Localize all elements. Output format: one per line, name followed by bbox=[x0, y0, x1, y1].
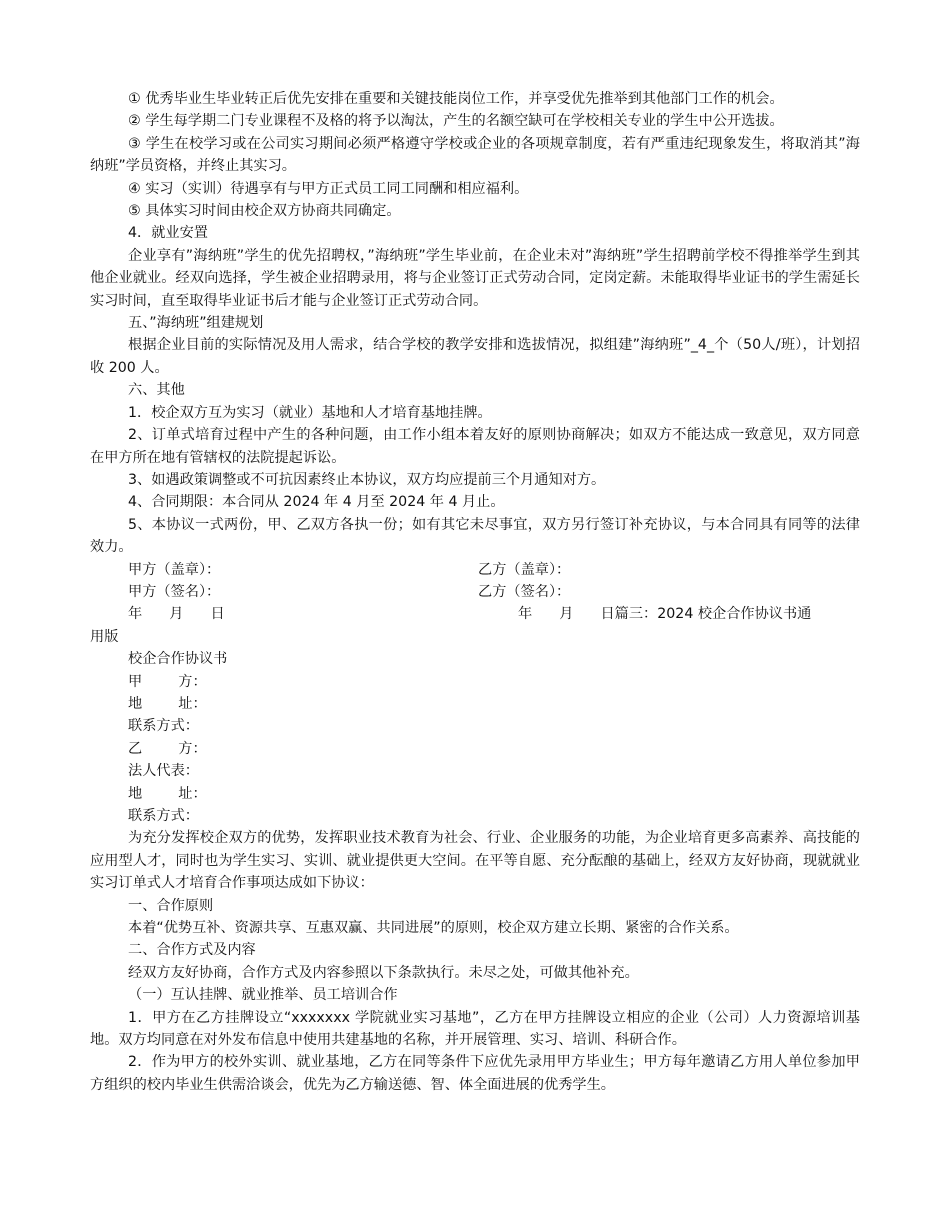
document-page bbox=[90, 88, 860, 1096]
paragraph: 为充分发挥校企双方的优势，发挥职业技术教育为社会、行业、企业服务的功能，为企业培育更多高素养、高技能的应用型人才，同时也为学生实习、实训、就业提供更大空间。在平等自愿、充分酝酿的基础上，经双方友好协商，现就就业实习订单式人才培育合作事项达成如下协议： bbox=[90, 830, 860, 892]
paragraph: 2．作为甲方的校外实训、就业基地，乙方在同等条件下应优先录用甲方毕业生；甲方每年邀请乙方用人单位参加甲方组织的校内毕业生供需洽谈会，优先为乙方输送德、智、体全面进展的优秀学生。 bbox=[90, 1054, 860, 1093]
paragraph: 企业享有”海纳班”学生的优先招聘权，”海纳班”学生毕业前，在企业未对”海纳班”学生招聘前学校不得推举学生到其他企业就业。经双向选择，学生被企业招聘录用，将与企业签订正式劳动合同，定岗定薪。未能取得毕业证书的学生需延长实习时间，直至取得毕业证书后才能与企业签订正式劳动合同。 bbox=[90, 247, 860, 309]
party-a-sign-label: 甲方（签名）： bbox=[128, 583, 221, 600]
party-b-seal-label: 乙方（盖章）： bbox=[478, 561, 571, 578]
date-right: 年 月 日篇三：2024 校企合作协议书通 bbox=[518, 606, 812, 623]
field-address-b: 地 址： bbox=[128, 785, 207, 802]
paragraph: 根据企业目前的实际情况及用人需求，结合学校的教学安排和选拔情况，拟组建”海纳班”_4_个（50人/班），计划招收 200 人。 bbox=[90, 337, 860, 376]
section-heading: 五、”海纳班”组建规划 bbox=[128, 315, 264, 332]
paragraph: 1．校企双方互为实习（就业）基地和人才培育基地挂牌。 bbox=[128, 404, 492, 421]
paragraph: ④ 实习（实训）待遇享有与甲方正式员工同工同酬和相应福利。 bbox=[128, 180, 529, 197]
paragraph: 4、合同期限：本合同从 2024 年 4 月至 2024 年 4 月止。 bbox=[128, 494, 505, 511]
paragraph: ② 学生每学期二门专业课程不及格的将予以淘汰，产生的名额空缺可在学校相关专业的学生中公开选拔。 bbox=[128, 113, 784, 130]
paragraph: ① 优秀毕业生毕业转正后优先安排在重要和关键技能岗位工作，并享受优先推举到其他部门工作的机会。 bbox=[128, 91, 784, 107]
paragraph: 5、本协议一式两份，甲、乙双方各执一份；如有其它未尽事宜，双方另行签订补充协议，与本合同具有同等的法律效力。 bbox=[90, 516, 860, 556]
section-heading: 4．就业安置 bbox=[128, 225, 208, 242]
paragraph: 2、订单式培育过程中产生的各种问题，由工作小组本着友好的原则协商解决；如双方不能达成一致意见，双方同意在甲方所在地有管辖权的法院提起诉讼。 bbox=[90, 427, 860, 466]
date-left: 年 月 日 bbox=[128, 606, 225, 623]
field-address-a: 地 址： bbox=[128, 695, 207, 712]
paragraph: ③ 学生在校学习或在公司实习期间必须严格遵守学校或企业的各项规章制度，若有严重违纪现象发生，将取消其”海纳班”学员资格，并终止其实习。 bbox=[90, 135, 860, 175]
subsection-heading: （一）互认挂牌、就业推举、员工培训合作 bbox=[128, 987, 398, 1004]
contract-title: 校企合作协议书 bbox=[128, 651, 228, 668]
field-party-b: 乙 方： bbox=[128, 740, 207, 757]
section-heading: 一、合作原则 bbox=[128, 897, 214, 914]
signature-date-row bbox=[90, 603, 860, 625]
signature-row-seal bbox=[90, 559, 860, 581]
paragraph: 本着“优势互补、资源共享、互惠双赢、共同进展”的原则，校企双方建立长期、紧密的合作关系。 bbox=[128, 920, 739, 937]
paragraph: 1．甲方在乙方挂牌设立“xxxxxxx 学院就业实习基地”，乙方在甲方挂牌设立相应的企业（公司）人力资源培训基地。双方均同意在对外发布信息中使用共建基地的名称，并开展管理、实习、培训、科研合作。 bbox=[90, 1009, 860, 1049]
party-a-seal-label: 甲方（盖章）： bbox=[128, 561, 221, 578]
paragraph: ⑤ 具体实习时间由校企双方协商共同确定。 bbox=[128, 203, 401, 220]
signature-row-sign bbox=[90, 581, 860, 603]
field-contact-b: 联系方式： bbox=[128, 807, 199, 824]
section-heading: 二、合作方式及内容 bbox=[128, 942, 256, 959]
date-right-continuation: 用版 bbox=[90, 628, 119, 645]
paragraph: 3、如遇政策调整或不可抗因素终止本协议，双方均应提前三个月通知对方。 bbox=[128, 471, 606, 488]
party-b-sign-label: 乙方（签名）： bbox=[478, 583, 571, 600]
field-contact-a: 联系方式： bbox=[128, 718, 199, 735]
paragraph: 经双方友好协商，合作方式及内容参照以下条款执行。未尽之处，可做其他补充。 bbox=[128, 964, 639, 981]
field-legal-rep: 法人代表： bbox=[128, 763, 199, 780]
section-heading: 六、其他 bbox=[128, 382, 185, 399]
field-party-a: 甲 方： bbox=[128, 673, 207, 690]
